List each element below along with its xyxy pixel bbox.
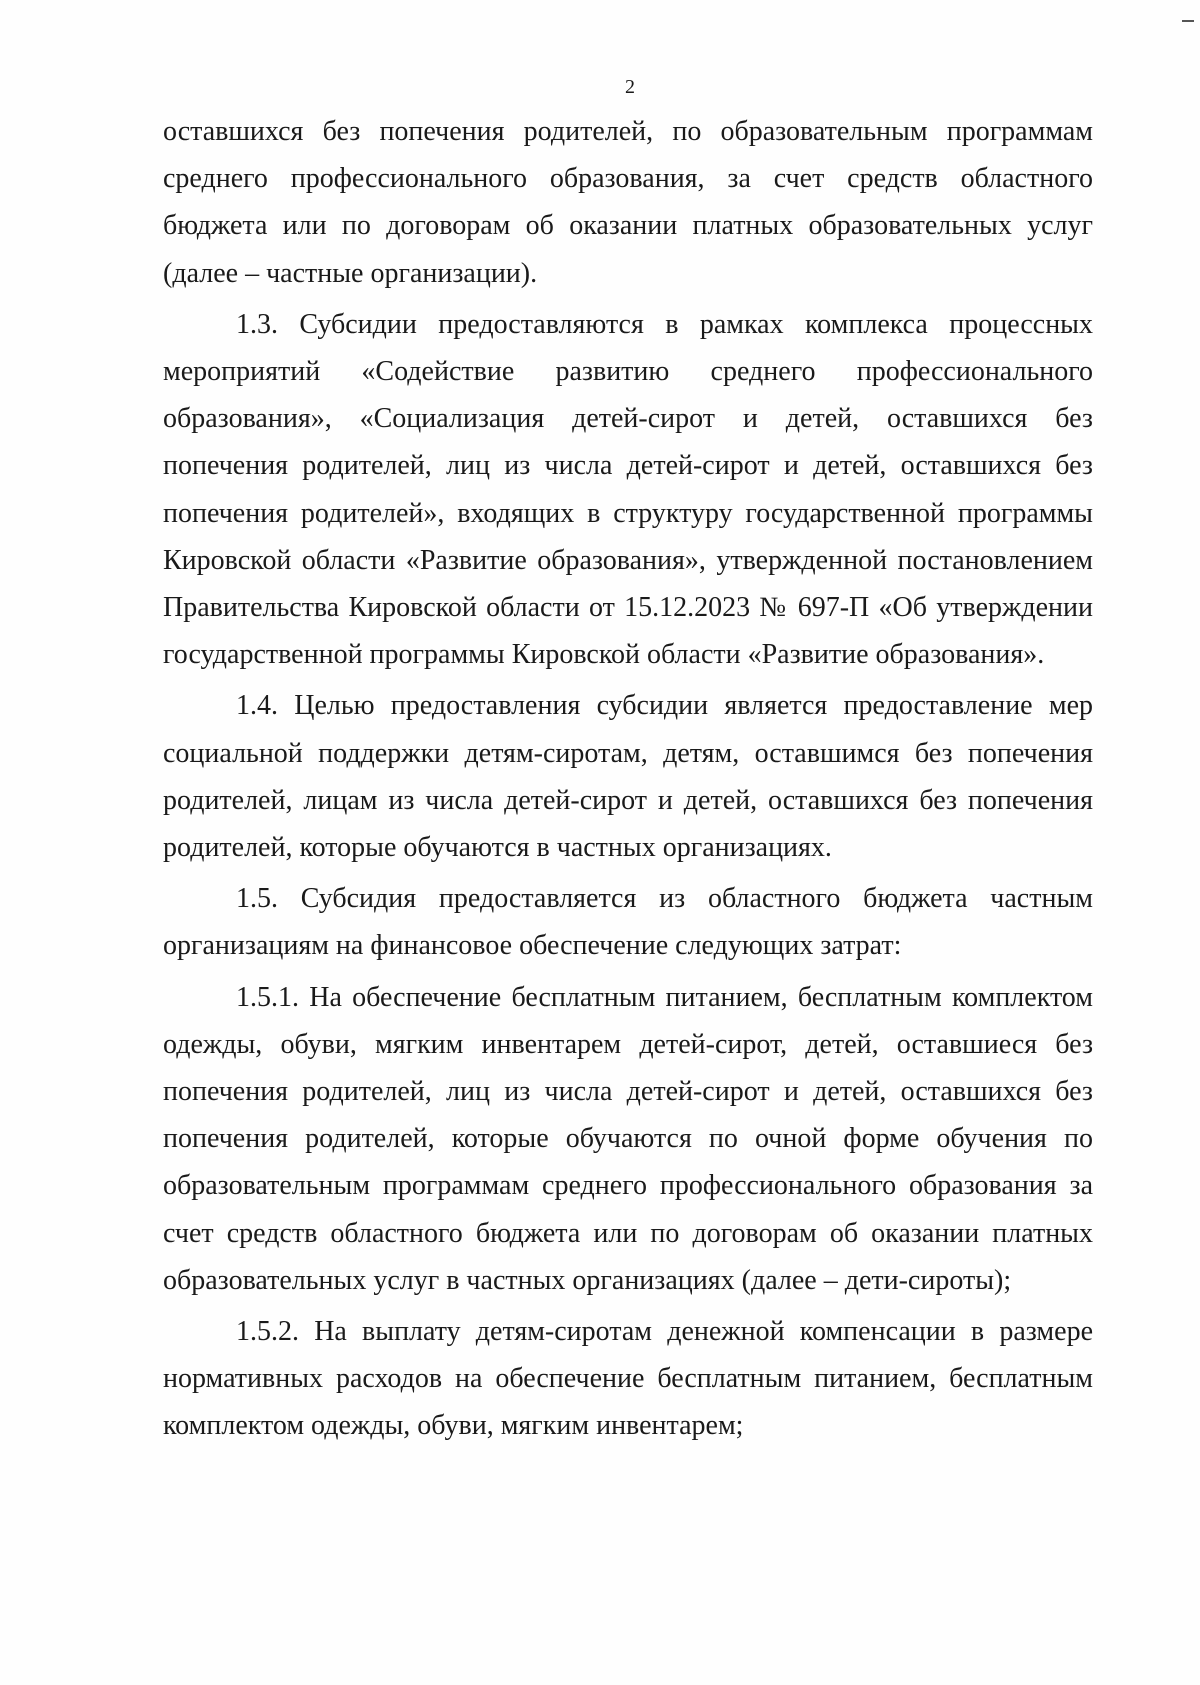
scan-edge-mark <box>1182 20 1194 22</box>
paragraph-1-5-1: 1.5.1. На обеспечение бесплатным питанием, бесплатным комплектом одежды, обуви, мягким инвентарем детей-сирот, детей, оставшиеся без попечения родителей, лиц из числа детей-сирот и детей, оставшихся без попечения родителей, которые обучаются по очной форме обучения по образовательным программам среднего профессионального образования за счет средств областного бюджета или по договорам об оказании платных образовательных услуг в частных организациях (далее – дети-сироты); <box>163 981 1093 1296</box>
paragraph-1-4: 1.4. Целью предоставления субсидии является предоставление мер социальной поддержки детям-сиротам, детям, оставшимся без попечения родителей, лицам из числа детей-сирот и детей, оставшихся без попечения родителей, которые обучаются в частных организациях. <box>163 690 1093 864</box>
paragraph-1-5-2: 1.5.2. На выплату детям-сиротам денежной компенсации в размере нормативных расходов на обеспечение бесплатным питанием, бесплатным комплектом одежды, обуви, мягким инвентарем; <box>163 1316 1093 1442</box>
paragraph-1-5: 1.5. Субсидия предоставляется из областного бюджета частным организациям на финансовое обеспечение следующих затрат: <box>163 883 1093 962</box>
document-body <box>163 108 1093 1450</box>
page-number: 2 <box>625 76 635 98</box>
paragraph-1-3: 1.3. Субсидии предоставляются в рамках комплекса процессных мероприятий «Содействие развитию среднего профессионального образования», «Социализация детей-сирот и детей, оставшихся без попечения родителей, лиц из числа детей-сирот и детей, оставшихся без попечения родителей», входящих в структуру государственной программы Кировской области «Развитие образования», утвержденной постановлением Правительства Кировской области от 15.12.2023 № 697-П «Об утверждении государственной программы Кировской области «Развитие образования». <box>163 308 1093 671</box>
paragraph-continuation: оставшихся без попечения родителей, по образовательным программам среднего профессионального образования, за счет средств областного бюджета или по договорам об оказании платных образовательных услуг (далее – частные организации). <box>163 116 1093 289</box>
